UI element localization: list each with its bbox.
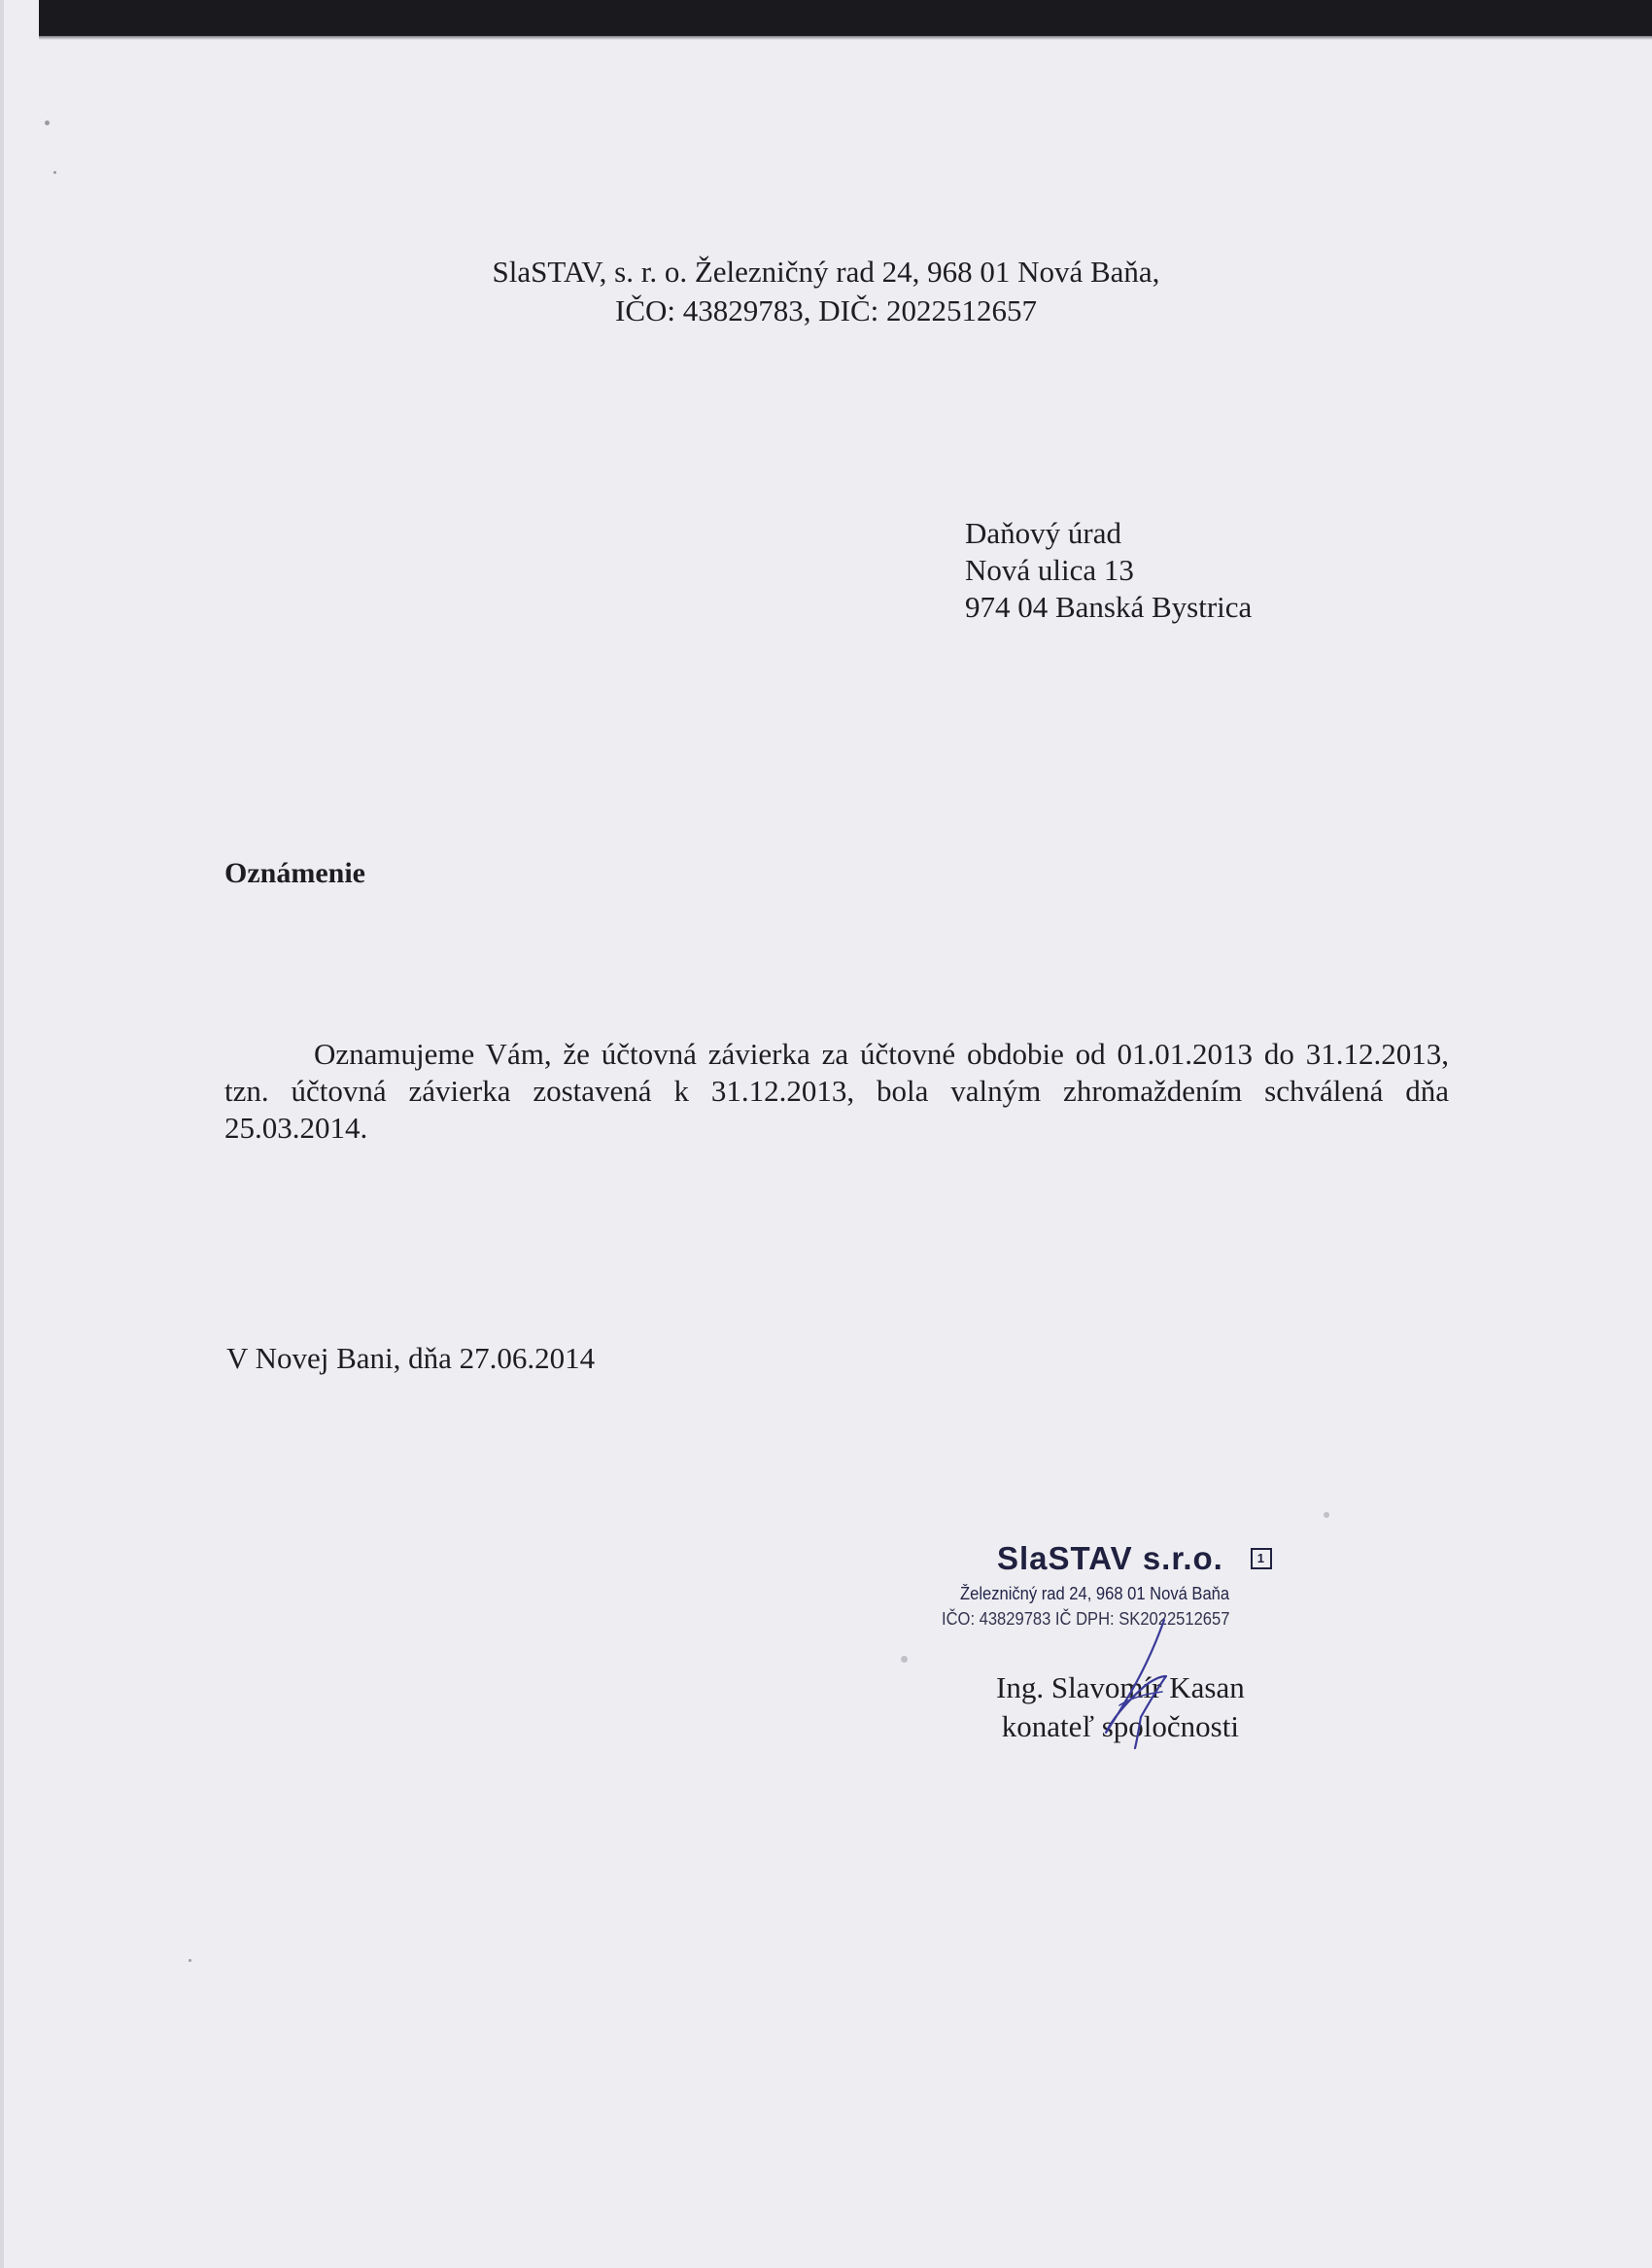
scan-left-edge	[0, 0, 4, 2268]
scan-speck	[189, 1959, 191, 1962]
stamp-company-name: SlaSTAV s.r.o.	[997, 1540, 1223, 1576]
scan-speck	[53, 171, 56, 174]
company-header-line: SlaSTAV, s. r. o. Železničný rad 24, 968 01 Nová Baňa,	[492, 255, 1160, 289]
stamp-ids: IČO: 43829783 IČ DPH: SK2022512657	[942, 1609, 1230, 1629]
stamp-address: Železničný rad 24, 968 01 Nová Baňa	[960, 1584, 1230, 1603]
place-and-date: V Novej Bani, dňa 27.06.2014	[226, 1341, 596, 1375]
scan-speck	[45, 120, 50, 125]
body-paragraph: Oznamujeme Vám, že účtovná závierka za účtovné obdobie od 01.01.2013 do 31.12.2013, tzn. účtovná závierka zostavená k 31.12.2013, bola valným zhromaždením schválená dňa 25.03.2014.	[224, 1037, 1449, 1145]
scan-speck	[901, 1656, 908, 1663]
recipient-address	[965, 515, 1252, 626]
recipient-street: Nová ulica 13	[965, 553, 1134, 587]
scan-speck	[1324, 1512, 1329, 1518]
document-title: Oznámenie	[224, 857, 365, 889]
handwritten-signature	[1059, 1608, 1205, 1754]
company-header	[0, 253, 1652, 330]
scan-top-edge	[39, 0, 1652, 37]
signatory-name: Ing. Slavomír Kasan	[996, 1670, 1245, 1704]
stamp-company-row	[997, 1540, 1302, 1577]
recipient-name: Daňový úrad	[965, 516, 1121, 550]
company-ids-line: IČO: 43829783, DIČ: 2022512657	[615, 293, 1037, 327]
signatory-role: konateľ spoločnosti	[1001, 1709, 1239, 1743]
recipient-city: 974 04 Banská Bystrica	[965, 590, 1253, 624]
stamp-logo-icon: 1	[1251, 1548, 1272, 1569]
